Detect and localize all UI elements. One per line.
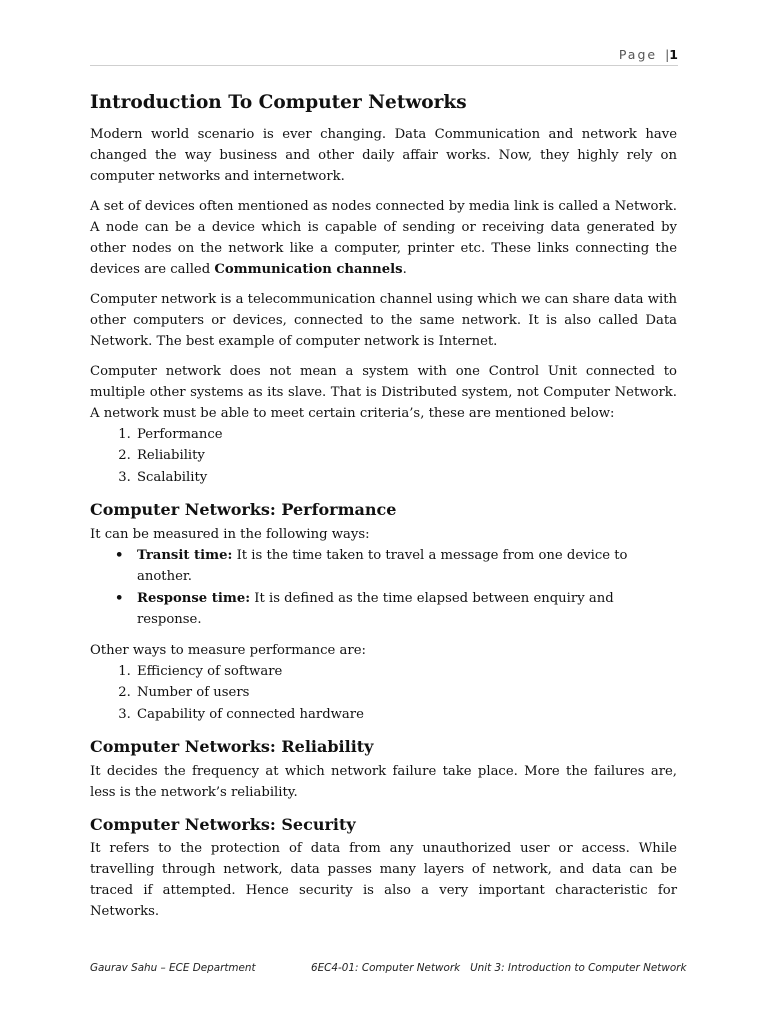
- bullet-term: Response time:: [137, 590, 251, 606]
- intro-paragraph-2-text: A set of devices often mentioned as nodes connected by media link is called a Network. A node can be a device which is capable of sending or receiving data generated by other nodes on the network like a computer, printer etc. These links connecting the devices are called: [90, 198, 677, 277]
- performance-other-intro: Other ways to measure performance are:: [90, 642, 366, 658]
- performance-other-list: [90, 661, 677, 726]
- intro-paragraph-2-end: .: [402, 261, 407, 277]
- list-item: 1. Performance: [135, 424, 677, 446]
- security-heading: Computer Networks: Security: [90, 814, 356, 834]
- reliability-heading: Computer Networks: Reliability: [90, 737, 374, 757]
- list-item: 2. Number of users: [135, 682, 677, 704]
- page-header: [619, 47, 678, 62]
- intro-paragraph-1: Modern world scenario is ever changing. Data Communication and network have changed the way business and other daily affair works. Now, they highly rely on computer networks and internetwork.: [90, 126, 677, 184]
- performance-bullets: [90, 545, 677, 631]
- footer-author: Gaurav Sahu – ECE Department: [90, 962, 256, 974]
- communication-channels-term: Communication channels: [214, 261, 403, 277]
- performance-heading: Computer Networks: Performance: [90, 500, 397, 520]
- intro-paragraph-3: Computer network is a telecommunication channel using which we can share data with other computers or devices, connected to the same network. It is also called Data Network. The best example of computer network is Internet.: [90, 291, 677, 349]
- header-rule: [90, 65, 678, 66]
- document-body: [90, 90, 677, 931]
- list-item: [135, 545, 677, 588]
- security-paragraph: It refers to the protection of data from any unauthorized user or access. While travelling through network, data passes many layers of network, and data can be traced if attempted. Hence security is also a very important characteristic for Networks.: [90, 841, 677, 920]
- performance-intro: It can be measured in the following ways:: [90, 526, 370, 542]
- bullet-text: It is the time taken to travel a message from one device to another.: [137, 547, 628, 585]
- list-item: 3. Capability of connected hardware: [135, 704, 677, 726]
- bullet-text: It is defined as the time elapsed between enquiry and response.: [137, 590, 614, 628]
- intro-paragraph-4: Computer network does not mean a system with one Control Unit connected to multiple other systems as its slave. That is Distributed system, not Computer Network. A network must be able to meet certain criteria’s, these are mentioned below:: [90, 363, 677, 421]
- list-item: [135, 588, 677, 631]
- list-item: 3. Scalability: [135, 467, 677, 489]
- page-number: 1: [669, 47, 678, 62]
- page-label: Page: [618, 47, 658, 62]
- intro-paragraph-2: [90, 196, 677, 280]
- list-item: 2. Reliability: [135, 445, 677, 467]
- list-item: 1. Efficiency of software: [135, 661, 677, 683]
- footer-course: 6EC4-01: Computer Network Unit 3: Introduction to Computer Network: [311, 962, 687, 974]
- page-title: Introduction To Computer Networks: [90, 92, 467, 113]
- page-separator: |: [665, 47, 670, 62]
- criteria-list: [90, 424, 677, 489]
- reliability-paragraph: It decides the frequency at which network failure take place. More the failures are, less is the network’s reliability.: [90, 763, 677, 800]
- bullet-term: Transit time:: [137, 547, 233, 563]
